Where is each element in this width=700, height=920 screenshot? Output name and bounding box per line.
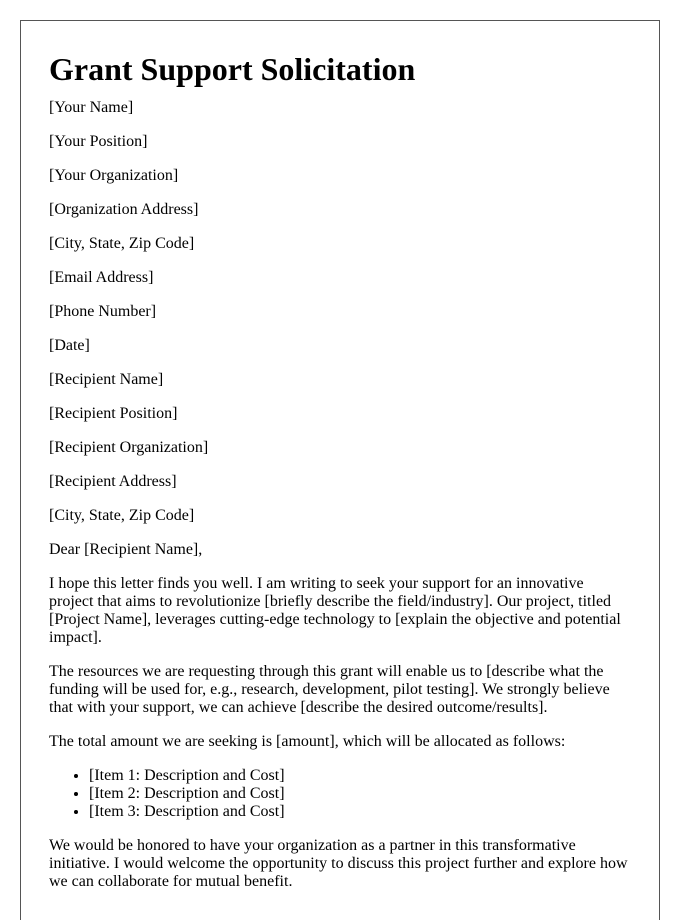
sender-organization: [Your Organization] [49, 167, 179, 184]
recipient-block [49, 371, 631, 525]
list-item: • [Item 3: Description and Cost] [89, 803, 631, 821]
recipient-organization: [Recipient Organization] [49, 439, 209, 456]
recipient-position: [Recipient Position] [49, 405, 178, 422]
salutation: Dear [Recipient Name], [49, 541, 203, 558]
list-item: • [Item 2: Description and Cost] [89, 785, 631, 803]
letter-title: Grant Support Solicitation [49, 51, 416, 87]
sender-address: [Organization Address] [49, 201, 199, 218]
sender-city-state-zip: [City, State, Zip Code] [49, 235, 195, 252]
intro-paragraph: I hope this letter finds you well. I am writing to seek your support for an innovative project that aims to revolutionize [briefly describe the field/industry]. Our project, titled [Project Name], leverages cutting-edge technology to [explain the objective and potential impact]. [49, 575, 621, 646]
sender-phone: [Phone Number] [49, 303, 157, 320]
amount-paragraph: The total amount we are seeking is [amount], which will be allocated as follows: [49, 733, 566, 750]
list-item: • [Item 1: Description and Cost] [89, 767, 631, 785]
letter-page [20, 20, 660, 920]
letter-date: [Date] [49, 337, 90, 354]
recipient-city-state-zip: [City, State, Zip Code] [49, 507, 195, 524]
budget-item-list [49, 767, 631, 821]
sender-name: [Your Name] [49, 99, 134, 116]
sender-position: [Your Position] [49, 133, 148, 150]
sender-block [49, 99, 631, 355]
sender-email: [Email Address] [49, 269, 154, 286]
recipient-name: [Recipient Name] [49, 371, 164, 388]
recipient-address: [Recipient Address] [49, 473, 177, 490]
closing-paragraph: We would be honored to have your organization as a partner in this transformative initiative. I would welcome the opportunity to discuss this project further and explore how we can collaborate for mutual benefit. [49, 837, 628, 890]
resources-paragraph: The resources we are requesting through this grant will enable us to [describe what the funding will be used for, e.g., research, development, pilot testing]. We strongly believe that with your support, we can achieve [describe the desired outcome/results]. [49, 663, 610, 716]
